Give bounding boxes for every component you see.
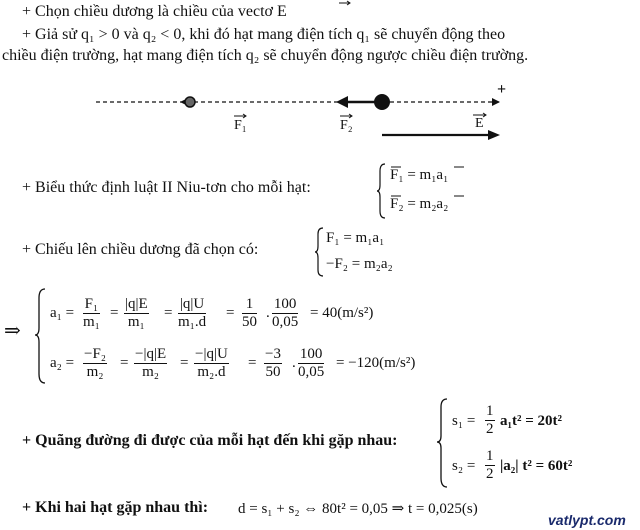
a2-fraction-2	[134, 346, 167, 381]
implies-symbol: ⇒	[4, 320, 21, 342]
bullet-newton-law	[22, 178, 311, 198]
numerator: 1	[486, 403, 494, 419]
projection-equation-2: −F₂ = m₂a₂	[326, 256, 393, 272]
numerator: 100	[299, 346, 323, 362]
bullet-text: + Biểu thức định luật II Niu-tơn cho mỗi hạt:	[22, 179, 311, 196]
a1-fraction-4	[242, 296, 257, 331]
a1-result: = 40(m/s²)	[310, 305, 374, 321]
projection-equation-1: F₁ = m₁a₁	[326, 230, 385, 246]
denominator: m₂.d	[197, 364, 226, 380]
a2-fraction-5	[298, 346, 324, 381]
a2-fraction-4	[264, 346, 282, 381]
bullet-text: + Quãng đường đi được của mỗi hạt đến khi gặp nhau:	[22, 432, 398, 449]
numerator: −3	[265, 346, 281, 362]
e-field-arrowhead	[488, 130, 500, 140]
denominator: m₂	[142, 364, 160, 380]
bullet-assume-charges	[22, 25, 505, 45]
a1-fraction-1	[83, 296, 100, 331]
positive-direction-label: +	[497, 81, 507, 98]
denominator: m₁	[127, 314, 145, 330]
bullet-text: + Chọn chiều dương là chiều của vectơ E	[22, 3, 287, 20]
particle-q2	[374, 94, 390, 110]
numerator: 100	[273, 296, 297, 312]
newton-equation-1: F₁ = m₁a₁	[390, 167, 449, 183]
numerator: −|q|E	[135, 346, 167, 362]
system-brace	[436, 398, 448, 488]
s1-fraction	[485, 403, 495, 438]
s1-lhs: s₁ =	[452, 413, 476, 429]
equals: =	[164, 305, 173, 321]
bullet-text: + Khi hai hạt gặp nhau thì:	[22, 499, 209, 516]
newton-equation-2: F₂ = m₂a₂	[390, 196, 449, 212]
bullet-distances	[22, 431, 397, 451]
particle-q1	[185, 97, 195, 107]
dot: .	[266, 305, 270, 321]
bullet-meeting	[22, 498, 208, 518]
s2-lhs: s₂ =	[452, 458, 476, 474]
numerator: −F₂	[84, 346, 107, 362]
a2-lhs: a₂ =	[50, 355, 75, 371]
denominator: 50	[242, 314, 257, 330]
s1-rhs: a₁t² = 20t²	[500, 413, 563, 429]
s2-fraction	[485, 448, 495, 483]
bullet-assume-charges-line-2	[2, 46, 528, 66]
equals: =	[110, 305, 119, 321]
bullet-projection	[22, 240, 258, 260]
denominator: m₁	[83, 314, 100, 330]
denominator: m₁.d	[178, 314, 207, 330]
a1-lhs: a₁ =	[50, 305, 75, 321]
denominator: 0,05	[272, 314, 299, 330]
equals: =	[180, 355, 189, 371]
meeting-equation: d = s₁ + s₂ ⇔ 80t² = 0,05 ⇒ t = 0,025(s)	[238, 501, 478, 517]
numerator: |q|U	[179, 296, 205, 312]
bullet-text: + Chiếu lên chiều dương đã chọn có:	[22, 241, 259, 258]
denominator: 0,05	[298, 364, 325, 380]
s2-rhs: |a₂| t² = 60t²	[500, 458, 573, 474]
force-f1-label: F₁	[234, 118, 247, 133]
numerator: F₁	[84, 296, 99, 312]
equals: =	[120, 355, 129, 371]
a2-fraction-3	[194, 346, 229, 381]
a1-fraction-3	[178, 296, 206, 331]
a1-fraction-5	[272, 296, 298, 331]
force-diagram	[0, 78, 640, 148]
system-brace	[34, 288, 46, 384]
a2-result: = −120(m/s²)	[336, 355, 416, 371]
field-e-label: E	[475, 116, 484, 131]
numerator: |q|E	[125, 296, 148, 312]
f2-arrowhead	[336, 96, 348, 108]
system-brace	[376, 163, 386, 219]
equals: =	[226, 305, 235, 321]
denominator: 50	[265, 364, 281, 380]
numerator: −|q|U	[195, 346, 228, 362]
force-f2-label: F₂	[340, 118, 353, 133]
numerator: 1	[486, 448, 494, 464]
bullet-choose-positive-direction	[22, 2, 287, 22]
numerator: 1	[242, 296, 257, 314]
vector-arrow-icon	[338, 0, 352, 6]
vector-bars	[390, 163, 480, 203]
bullet-text-line-2: chiều điện trường, hạt mang điện tích q₂ sẽ chuyển động ngược chiều điện trường.	[2, 47, 529, 64]
system-brace	[314, 227, 324, 277]
bullet-text-line-1: + Giả sử q₁ > 0 và q₂ < 0, khi đó hạt mang điện tích q₁ sẽ chuyển động theo	[22, 26, 506, 43]
denominator: 2	[486, 421, 494, 437]
a1-fraction-2	[124, 296, 149, 331]
denominator: m₂	[86, 364, 104, 380]
watermark: vatlypt.com	[548, 512, 626, 528]
denominator: 2	[486, 466, 494, 482]
equals: =	[248, 355, 257, 371]
dot: .	[292, 355, 296, 371]
a2-fraction-1	[83, 346, 107, 381]
